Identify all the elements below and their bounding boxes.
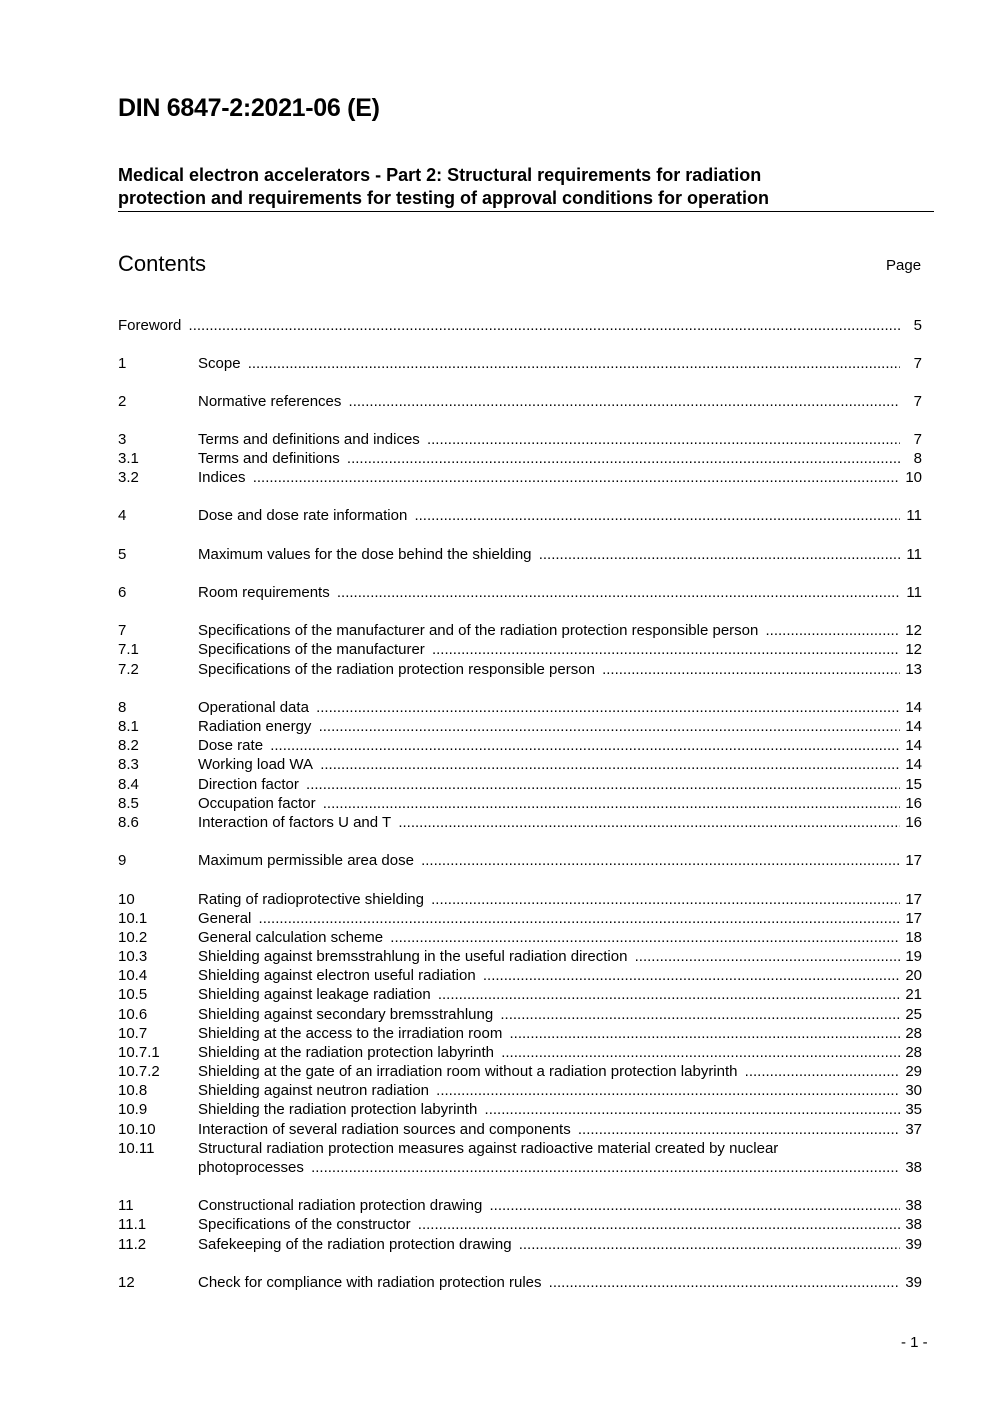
toc-number: 10.7: [118, 1025, 148, 1042]
toc-entry-6[interactable]: [118, 583, 922, 602]
toc-number: 11.1: [118, 1216, 147, 1233]
toc-label: Working load WA: [198, 756, 316, 773]
toc-label: Shielding against leakage radiation: [198, 986, 434, 1003]
toc-entry-10-3[interactable]: [118, 947, 922, 966]
toc-number: 10.4: [118, 967, 148, 984]
toc-number: 7: [118, 622, 127, 639]
toc-label: Normative references: [198, 393, 344, 410]
toc-entry-10-7-1[interactable]: [118, 1043, 922, 1062]
toc-label: General: [198, 910, 254, 927]
toc-entry-10-11[interactable]: [118, 1139, 922, 1158]
toc-number: 11.2: [118, 1236, 147, 1253]
toc-entry-10-5[interactable]: [118, 985, 922, 1004]
toc-entry-5[interactable]: [118, 545, 922, 564]
toc-page: 30: [900, 1081, 922, 1100]
toc-page: 35: [900, 1100, 922, 1119]
toc-entry-7[interactable]: [118, 621, 922, 640]
toc-number: 8.4: [118, 776, 139, 793]
toc-number: 4: [118, 507, 127, 524]
toc-page: 7: [900, 430, 922, 449]
toc-entry-11-2[interactable]: [118, 1235, 922, 1254]
toc-page: 12: [900, 640, 922, 659]
toc-number: 10.1: [118, 910, 148, 927]
toc-entry-foreword[interactable]: [118, 316, 922, 335]
toc-label: Shielding against secondary bremsstrahlung: [198, 1006, 496, 1023]
toc-page: 5: [900, 316, 922, 335]
toc-label: Safekeeping of the radiation protection drawing: [198, 1236, 515, 1253]
toc-entry-7-2[interactable]: [118, 660, 922, 679]
toc-entry-10-1[interactable]: [118, 909, 922, 928]
toc-page: 14: [900, 698, 922, 717]
toc-entry-10-4[interactable]: [118, 966, 922, 985]
toc-entry-4[interactable]: [118, 506, 922, 525]
toc-label: Foreword: [118, 317, 184, 334]
toc-page: 38: [900, 1158, 922, 1177]
toc-label: Shielding against neutron radiation: [198, 1082, 432, 1099]
toc-page: 16: [900, 794, 922, 813]
toc-entry-8-3[interactable]: [118, 755, 922, 774]
toc-page: 10: [900, 468, 922, 487]
toc-page: 29: [900, 1062, 922, 1081]
toc-number: 10: [118, 891, 135, 908]
toc-number: 8.1: [118, 718, 139, 735]
toc-entry-7-1[interactable]: [118, 640, 922, 659]
toc-entry-1[interactable]: [118, 354, 922, 373]
toc-label: Occupation factor: [198, 795, 319, 812]
toc-label: Shielding against bremsstrahlung in the useful radiation direction: [198, 948, 630, 965]
toc-label: Specifications of the radiation protection responsible person: [198, 661, 598, 678]
toc-entry-10-2[interactable]: [118, 928, 922, 947]
toc-label: Constructional radiation protection drawing: [198, 1197, 485, 1214]
toc-page: 28: [900, 1043, 922, 1062]
toc-label: Specifications of the constructor: [198, 1216, 414, 1233]
toc-page: 14: [900, 755, 922, 774]
toc-number: 10.2: [118, 929, 148, 946]
toc-number: 2: [118, 393, 127, 410]
toc-entry-11[interactable]: [118, 1196, 922, 1215]
toc-page: 7: [900, 392, 922, 411]
toc-page: 38: [900, 1196, 922, 1215]
toc-number: 9: [118, 852, 127, 869]
toc-entry-10-6[interactable]: [118, 1005, 922, 1024]
subtitle-line-1: Medical electron accelerators - Part 2: Structural requirements for radiation: [118, 165, 762, 185]
toc-number: 8.6: [118, 814, 139, 831]
toc-entry-8-1[interactable]: [118, 717, 922, 736]
toc-entry-10-7[interactable]: [118, 1024, 922, 1043]
toc-number: 3.1: [118, 450, 139, 467]
toc-label: Direction factor: [198, 776, 302, 793]
toc-label: Dose and dose rate information: [198, 507, 410, 524]
toc-label: Interaction of factors U and T: [198, 814, 394, 831]
toc-entry-8-6[interactable]: [118, 813, 922, 832]
toc-label: Shielding at the radiation protection labyrinth: [198, 1044, 497, 1061]
toc-label: Maximum values for the dose behind the shielding: [198, 546, 535, 563]
toc-page: 13: [900, 660, 922, 679]
toc-page: 19: [900, 947, 922, 966]
toc-label: Shielding at the gate of an irradiation room without a radiation protection labyrinth: [198, 1063, 741, 1080]
toc-number: 7.2: [118, 661, 139, 678]
toc-entry-12[interactable]: [118, 1273, 922, 1292]
toc-page: 12: [900, 621, 922, 640]
toc-number: 10.6: [118, 1006, 148, 1023]
toc-page: 17: [900, 909, 922, 928]
toc-label: Operational data: [198, 699, 312, 716]
toc-label: Maximum permissible area dose: [198, 852, 417, 869]
toc-page: 18: [900, 928, 922, 947]
toc-label: Dose rate: [198, 737, 266, 754]
toc-entry-10-7-2[interactable]: [118, 1062, 922, 1081]
toc-entry-10[interactable]: [118, 890, 922, 909]
toc-page: 20: [900, 966, 922, 985]
toc-entry-10-10[interactable]: [118, 1120, 922, 1139]
toc-page: 37: [900, 1120, 922, 1139]
toc-label-continued: photoprocesses: [198, 1159, 307, 1176]
toc-entry-8-5[interactable]: [118, 794, 922, 813]
toc-number: 7.1: [118, 641, 139, 658]
toc-label: Specifications of the manufacturer and of the radiation protection responsible person: [198, 622, 761, 639]
toc-label: Rating of radioprotective shielding: [198, 891, 427, 908]
toc-label: Check for compliance with radiation protection rules: [198, 1274, 545, 1291]
toc-number: 3.2: [118, 469, 139, 486]
toc-number: 1: [118, 355, 127, 372]
toc-entry-11-1[interactable]: [118, 1215, 922, 1234]
toc-entry-10-11-continued[interactable]: [118, 1158, 922, 1177]
toc-page: 7: [900, 354, 922, 373]
toc-label: Shielding at the access to the irradiation room: [198, 1025, 505, 1042]
document-id: DIN 6847-2:2021-06 (E): [118, 94, 380, 122]
toc-page: 11: [900, 506, 922, 525]
toc-entry-2[interactable]: [118, 392, 922, 411]
toc-page: 28: [900, 1024, 922, 1043]
toc-label: Indices: [198, 469, 249, 486]
toc-number: 8.5: [118, 795, 139, 812]
toc-page: 15: [900, 775, 922, 794]
toc-label: Shielding against electron useful radiation: [198, 967, 479, 984]
toc-number: 8.2: [118, 737, 139, 754]
toc-label: General calculation scheme: [198, 929, 386, 946]
document-subtitle: [118, 164, 934, 212]
toc-label: Structural radiation protection measures against radioactive material created by nuclear: [198, 1140, 779, 1157]
toc-entry-10-9[interactable]: [118, 1100, 922, 1119]
toc-entry-10-8[interactable]: [118, 1081, 922, 1100]
toc-entry-3[interactable]: [118, 430, 922, 449]
toc-number: 8: [118, 699, 127, 716]
toc-number: 10.7.2: [118, 1063, 160, 1080]
subtitle-line-2: protection and requirements for testing of approval conditions for operation: [118, 188, 770, 208]
toc-page: 38: [900, 1215, 922, 1234]
toc-label: Scope: [198, 355, 244, 372]
toc-number: 10.8: [118, 1082, 148, 1099]
toc-page: 11: [900, 545, 922, 564]
toc-entry-8-2[interactable]: [118, 736, 922, 755]
toc-number: 12: [118, 1274, 135, 1291]
page-number: - 1 -: [901, 1334, 928, 1351]
toc-page: 39: [900, 1273, 922, 1292]
toc-number: 10.7.1: [118, 1044, 160, 1061]
toc-number: 11: [118, 1197, 134, 1214]
toc-number: 8.3: [118, 756, 139, 773]
toc-number: 10.3: [118, 948, 148, 965]
toc-entry-8-4[interactable]: [118, 775, 922, 794]
toc-page: 16: [900, 813, 922, 832]
toc-label: Room requirements: [198, 584, 333, 601]
toc-label: Shielding the radiation protection labyrinth: [198, 1101, 480, 1118]
toc-label: Radiation energy: [198, 718, 314, 735]
toc-number: 5: [118, 546, 127, 563]
toc-entry-9[interactable]: [118, 851, 922, 870]
toc-page: 21: [900, 985, 922, 1004]
toc-page: 14: [900, 736, 922, 755]
toc-label: Terms and definitions: [198, 450, 343, 467]
toc-label: Terms and definitions and indices: [198, 431, 423, 448]
toc-entry-3-2[interactable]: [118, 468, 922, 487]
toc-entry-3-1[interactable]: [118, 449, 922, 468]
toc-page: 39: [900, 1235, 922, 1254]
toc-number: 10.10: [118, 1121, 156, 1138]
toc-label: Interaction of several radiation sources and components: [198, 1121, 574, 1138]
toc-page: 17: [900, 851, 922, 870]
page-column-heading: Page: [886, 257, 922, 274]
toc-page: 25: [900, 1005, 922, 1024]
toc-page: 14: [900, 717, 922, 736]
toc-number: 10.9: [118, 1101, 148, 1118]
contents-heading: Contents: [118, 251, 207, 276]
toc-number: 10.11: [118, 1140, 155, 1157]
toc-number: 10.5: [118, 986, 148, 1003]
toc-page: 17: [900, 890, 922, 909]
toc-page: 8: [900, 449, 922, 468]
toc-number: 3: [118, 431, 127, 448]
toc-number: 6: [118, 584, 127, 601]
toc-page: 11: [900, 583, 922, 602]
toc-label: Specifications of the manufacturer: [198, 641, 428, 658]
toc-entry-8[interactable]: [118, 698, 922, 717]
